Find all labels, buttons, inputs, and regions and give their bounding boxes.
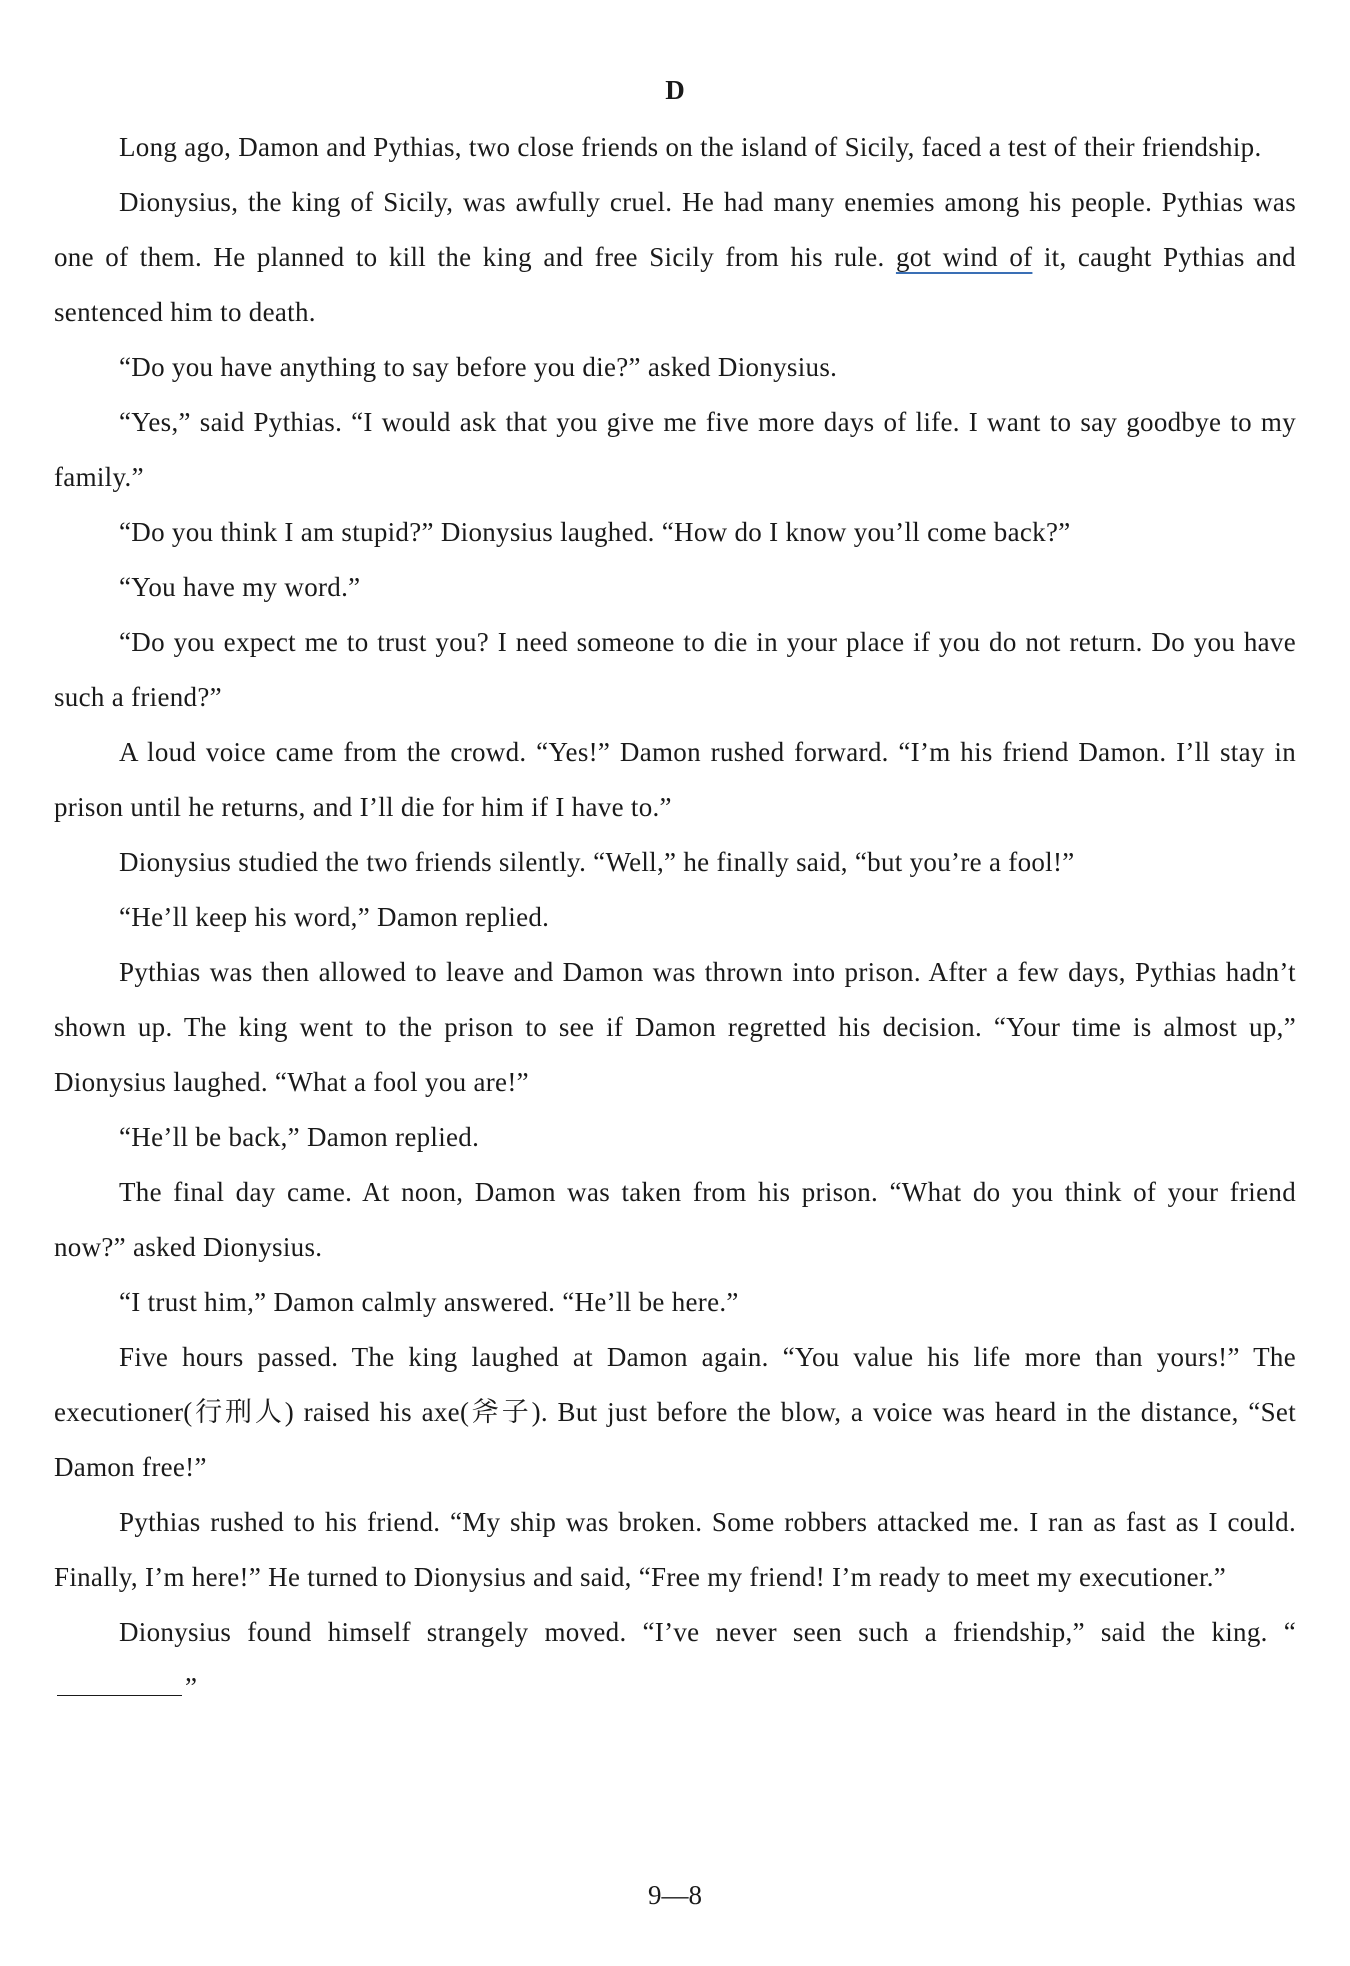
- paragraph: “He’ll be back,” Damon replied.: [119, 1122, 480, 1152]
- paragraph-with-blank: [54, 1605, 1296, 1715]
- section-heading: D: [665, 75, 685, 105]
- paragraph: Pythias was then allowed to leave and Damon was thrown into prison. After a few days, Pythias hadn’t shown up. The king went to the prison to see if Damon regretted his decision. “Your time is almost up,” Dionysius laughed. “What a fool you are!”: [54, 957, 1296, 1097]
- paragraph: “Do you have anything to say before you die?” asked Dionysius.: [119, 352, 838, 382]
- underlined-phrase: got wind of: [895, 242, 1033, 272]
- paragraph: “He’ll keep his word,” Damon replied.: [119, 902, 550, 932]
- paragraph: Dionysius studied the two friends silently. “Well,” he finally said, “but you’re a fool!”: [119, 847, 1075, 877]
- paragraph: Five hours passed. The king laughed at Damon again. “You value his life more than yours!” The executioner(行刑人) raised his axe(斧子). But just before the blow, a voice was heard in the distance, “Set Damon free!”: [54, 1342, 1296, 1482]
- answer-blank[interactable]: [57, 1673, 182, 1696]
- article-body: [54, 120, 1296, 1715]
- paragraph-text: Dionysius found himself strangely moved. “I’ve never seen such a friendship,” said the king. “: [119, 1617, 1296, 1647]
- paragraph-text: Dionysius, the king of Sicily, was awfully cruel. He had many enemies among his people. Pythias was one of them. He planned to kill the king and free Sicily from his rule.: [54, 187, 1296, 272]
- page-number: 9—8: [648, 1880, 702, 1910]
- closing-quote: ”: [185, 1672, 198, 1702]
- paragraph: The final day came. At noon, Damon was taken from his prison. “What do you think of your friend now?” asked Dionysius.: [54, 1177, 1296, 1262]
- paragraph: Pythias rushed to his friend. “My ship was broken. Some robbers attacked me. I ran as fast as I could. Finally, I’m here!” He turned to Dionysius and said, “Free my friend! I’m ready to meet my executioner.”: [54, 1507, 1296, 1592]
- paragraph: “Do you think I am stupid?” Dionysius laughed. “How do I know you’ll come back?”: [119, 517, 1071, 547]
- paragraph: “Yes,” said Pythias. “I would ask that you give me five more days of life. I want to say goodbye to my family.”: [54, 407, 1296, 492]
- paragraph: “I trust him,” Damon calmly answered. “He’ll be here.”: [119, 1287, 739, 1317]
- paragraph-text: it, caught Pythias and sentenced him to death.: [54, 242, 1296, 327]
- paragraph: [54, 175, 1296, 340]
- paragraph: “You have my word.”: [119, 572, 361, 602]
- paragraph: “Do you expect me to trust you? I need someone to die in your place if you do not return. Do you have such a friend?”: [54, 627, 1296, 712]
- paragraph: Long ago, Damon and Pythias, two close friends on the island of Sicily, faced a test of their friendship.: [119, 132, 1262, 162]
- paragraph: A loud voice came from the crowd. “Yes!” Damon rushed forward. “I’m his friend Damon. I’ll stay in prison until he returns, and I’ll die for him if I have to.”: [54, 737, 1296, 822]
